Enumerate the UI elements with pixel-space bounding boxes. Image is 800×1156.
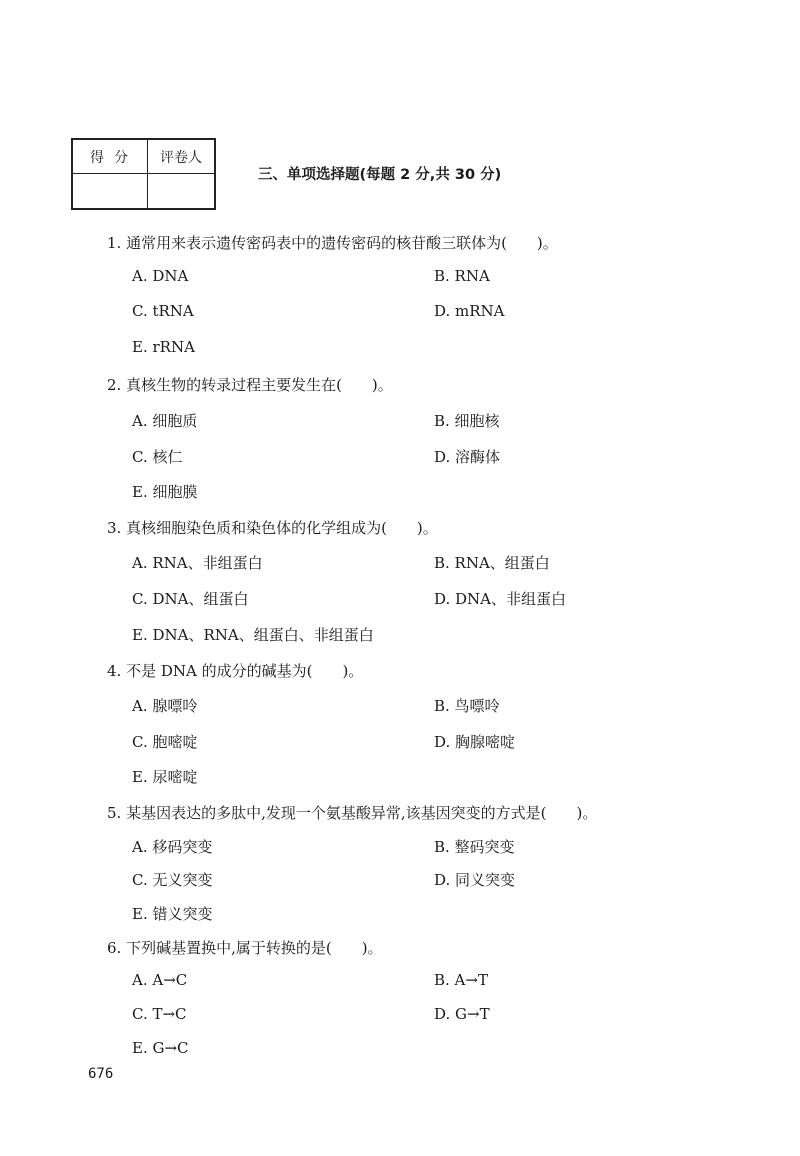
grader-cell[interactable] [148,174,216,210]
question-2: 2. 真核生物的转录过程主要发生在( )。 [107,376,393,394]
question-4: 4. 不是 DNA 的成分的碱基为( )。 [107,662,364,680]
q5-option-a[interactable]: A. 移码突变 [132,838,213,856]
q5-option-b[interactable]: B. 整码突变 [434,838,515,856]
q4-option-d[interactable]: D. 胸腺嘧啶 [434,733,516,751]
q5-option-e[interactable]: E. 错义突变 [132,905,213,923]
q2-option-d[interactable]: D. 溶酶体 [434,448,501,466]
q2-option-c[interactable]: C. 核仁 [132,448,183,466]
q1-option-c[interactable]: C. tRNA [132,302,194,320]
q6-option-d[interactable]: D. G→T [434,1005,490,1023]
score-header: 得分 [72,139,148,174]
question-1: 1. 通常用来表示遗传密码表中的遗传密码的核苷酸三联体为( )。 [107,234,558,252]
q4-option-a[interactable]: A. 腺嘌呤 [132,697,198,715]
q1-option-e[interactable]: E. rRNA [132,338,195,356]
page-number: 676 [88,1066,114,1082]
q5-option-d[interactable]: D. 同义突变 [434,871,516,889]
q3-option-e[interactable]: E. DNA、RNA、组蛋白、非组蛋白 [132,626,374,644]
q3-option-b[interactable]: B. RNA、组蛋白 [434,554,550,572]
section-title: 三、单项选择题(每题 2 分,共 30 分) [258,167,502,183]
q6-option-e[interactable]: E. G→C [132,1039,189,1057]
q3-option-a[interactable]: A. RNA、非组蛋白 [132,554,263,572]
q6-option-c[interactable]: C. T→C [132,1005,187,1023]
q4-option-b[interactable]: B. 鸟嘌呤 [434,697,500,715]
q3-option-d[interactable]: D. DNA、非组蛋白 [434,590,567,608]
q1-option-a[interactable]: A. DNA [132,267,189,285]
q6-option-b[interactable]: B. A→T [434,971,488,989]
question-6: 6. 下列碱基置换中,属于转换的是( )。 [107,939,383,957]
q4-option-e[interactable]: E. 尿嘧啶 [132,768,198,786]
q2-option-a[interactable]: A. 细胞质 [132,412,198,430]
question-5: 5. 某基因表达的多肽中,发现一个氨基酸异常,该基因突变的方式是( )。 [107,804,598,822]
q1-option-d[interactable]: D. mRNA [434,302,505,320]
score-table [71,138,216,210]
score-cell[interactable] [72,174,148,210]
q5-option-c[interactable]: C. 无义突变 [132,871,213,889]
q1-option-b[interactable]: B. RNA [434,267,490,285]
q3-option-c[interactable]: C. DNA、组蛋白 [132,590,249,608]
question-3: 3. 真核细胞染色质和染色体的化学组成为( )。 [107,519,438,537]
q2-option-b[interactable]: B. 细胞核 [434,412,500,430]
q6-option-a[interactable]: A. A→C [132,971,188,989]
grader-header: 评卷人 [148,139,216,174]
q2-option-e[interactable]: E. 细胞膜 [132,483,198,501]
q4-option-c[interactable]: C. 胞嘧啶 [132,733,198,751]
